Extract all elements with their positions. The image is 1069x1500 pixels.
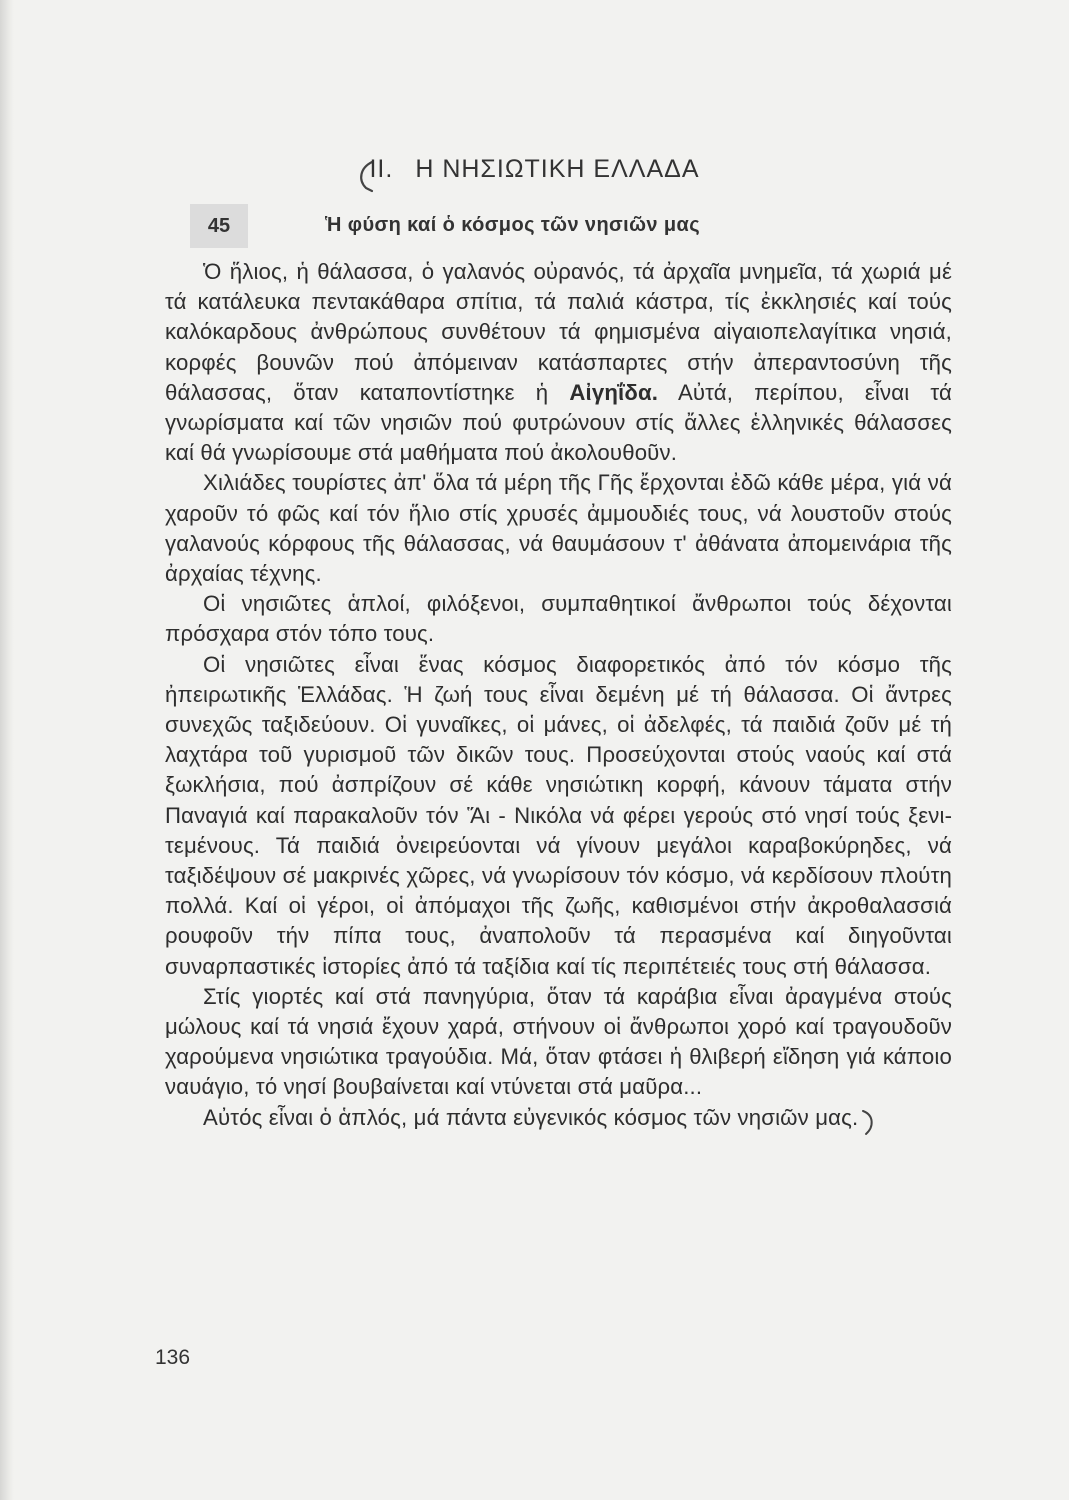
lesson-number-badge: 45 [190, 204, 248, 248]
paragraph [165, 1103, 952, 1137]
paragraph-text: Ὁ ἥλιος, ἡ θάλασσα, ὁ γαλανός οὐρανός, τά ἀρχαῖα μνημεῖα, τά χωριά μέ τά κατάλευκα πεντακάθαρα σπίτια, τά παλιά κάστρα, τίς ἐκκλησιές καί τούς καλόκαρδους ἀνθρώπους συνθέτουν τά φημισμένα αἰγαιοπελαγίτικα νησιά, κορφές βουνῶν πού ἀπόμειναν κατάσπαρτες στήν ἀπεραντοσύνη τῆς θάλασσας, ὅταν καταποντίστηκε ἡ [165, 259, 952, 405]
paragraph-text: Αὐτά, περίπου, εἶναι τά γνωρίσματα καί τῶν νησιῶν πού φυτρώνουν στίς ἄλλες ἑλληνικές θάλασσες καί θά γνωρίσουμε στά μαθήματα πού ἀκολουθοῦν. [165, 379, 952, 466]
bold-term: Αἰγηΐδα. [569, 379, 659, 405]
chapter-number: II. [369, 155, 394, 183]
page-binding-edge [0, 0, 14, 1500]
paragraph: Χιλιάδες τουρίστες ἀπ' ὅλα τά μέρη τῆς Γῆς ἔρχονται ἐδῶ κάθε μέρα, γιά νά χαροῦν τό φῶς καί τόν ἥλιο στίς χρυσές ἀμμουδιές τους, νά λουστοῦν στούς γαλανούς κόρφους τῆς θάλασσας, νά θαυμάσουν τ' ἀθάνατα ἀπομεινάρια τῆς ἀρχαίας τέχνης. [165, 470, 952, 587]
chapter-name: Η ΝΗΣΙΩΤΙΚΗ ΕΛΛΑΔΑ [415, 155, 700, 183]
paragraph [165, 257, 952, 468]
paragraph: Οἱ νησιῶτες εἶναι ἕνας κόσμος διαφορετικός ἀπό τόν κόσμο τῆς ἠπειρωτικῆς Ἑλλάδας. Ἡ ζωή τους εἶναι δεμένη μέ τή θάλασσα. Οἱ ἄντρες συνεχῶς ταξιδεύουν. Οἱ γυναῖκες, οἱ μάνες, οἱ ἀδελφές, τά παιδιά ζοῦν μέ τή λαχτάρα τοῦ γυρισμοῦ τῶν δικῶν τους. Προσεύχονται στούς ναούς καί στά ξωκλήσια, πού ἀσπρίζουν σέ κάθε νησιώτικη κορφή, κάνουν τάματα στήν Παναγιά καί παρακαλοῦν τόν Ἅι - Νικόλα νά φέρει γερούς στό νησί τούς ξενιτεμένους. Τά παιδιά ὀνειρεύονται νά γίνουν μεγάλοι καραβοκύρηδες, νά ταξιδέψουν σέ μακρινές χῶρες, νά γνωρίσουν τόν κόσμο, νά κερδίσουν πλούτη πολλά. Καί οἱ γέροι, οἱ ἀπόμαχοι τῆς ζωῆς, καθισμένοι στήν ἀκροθαλασσιά ρουφοῦν τήν πίπα τους, ἀναπολοῦν τά περασμένα καί διηγοῦνται συναρπαστικές ἱστορίες ἀπό τά ταξίδια καί τίς περιπέτειές τους στή θάλασσα. [165, 651, 952, 979]
page-number: 136 [155, 1346, 191, 1369]
paragraph-text: Αὐτός εἶναι ὁ ἁπλός, μά πάντα εὐγενικός κόσμος τῶν νησιῶν μας. [203, 1104, 859, 1130]
chapter-title [0, 155, 1069, 184]
lesson-body [165, 257, 952, 1137]
paragraph: Στίς γιορτές καί στά πανηγύρια, ὅταν τά καράβια εἶναι ἀραγμένα στούς μώλους καί τά νησιά ἔχουν χαρά, στήνουν οἱ ἄνθρωποι χορό καί τραγουδοῦν χαρούμενα νησιώτικα τραγούδια. Μά, ὅταν φτάσει ἡ θλιβερή εἴδηση γιά κάποιο ναυάγιο, τό νησί βουβαίνεται καί ντύνεται στά μαῦρα... [165, 983, 952, 1100]
lesson-title: Ἡ φύση καί ὁ κόσμος τῶν νησιῶν μας [325, 214, 701, 236]
handwritten-bracket-close-icon [860, 1107, 878, 1137]
paragraph: Οἱ νησιῶτες ἁπλοί, φιλόξενοι, συμπαθητικοί ἄνθρωποι τούς δέχονται πρόσχαρα στόν τόπο τους. [165, 591, 952, 647]
